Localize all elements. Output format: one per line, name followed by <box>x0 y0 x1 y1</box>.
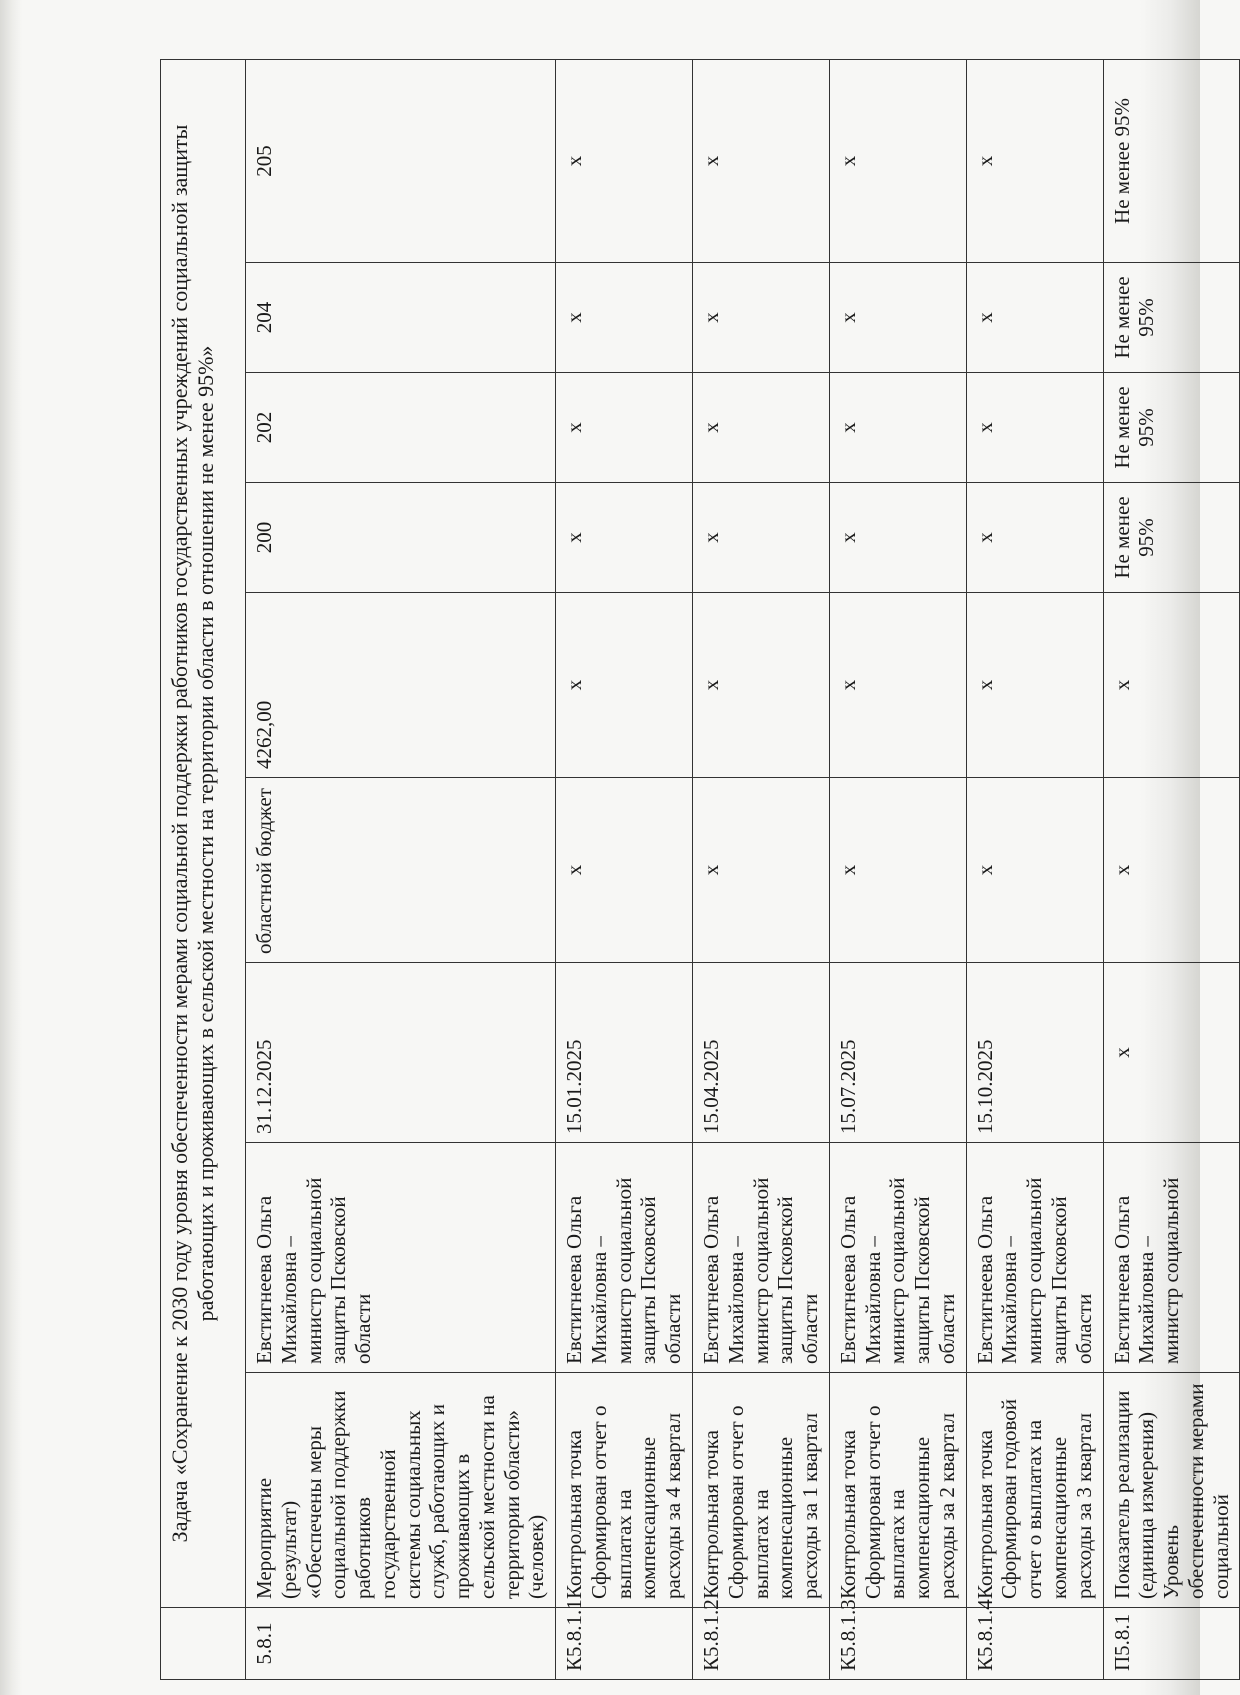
row-value-204: x <box>556 263 693 373</box>
row-amount: x <box>829 593 966 778</box>
row-amount: 4262,00 <box>246 593 556 778</box>
task-row <box>161 59 246 1679</box>
row-responsible: Евстигнеева Ольга Михайловна – министр социальной <box>1103 1143 1240 1373</box>
row-value-204: Не менее 95% <box>1103 263 1240 373</box>
table-row <box>693 59 830 1679</box>
row-source: x <box>1103 778 1240 963</box>
row-value-202: 202 <box>246 373 556 483</box>
row-value-205: Не менее 95% <box>1103 59 1240 262</box>
row-name: Контрольная точка Сформирован отчет о выплатах на компенсационные расходы за 2 квартал <box>829 1373 966 1608</box>
row-responsible: Евстигнеева Ольга Михайловна – министр социальной защиты Псковской области <box>246 1143 556 1373</box>
scan-edge-left <box>0 0 22 1695</box>
table-row <box>966 59 1103 1679</box>
row-value-202: x <box>829 373 966 483</box>
row-value-200: Не менее 95% <box>1103 483 1240 593</box>
row-source: областной бюджет <box>246 778 556 963</box>
row-name: Мероприятие (результат) «Обеспечены меры социальной поддержки работников государственной системы социальных служб, работающих и проживающих в сельской местности на территории области» (человек) <box>246 1373 556 1608</box>
row-value-204: x <box>693 263 830 373</box>
table-row <box>246 59 556 1679</box>
row-value-202: Не менее 95% <box>1103 373 1240 483</box>
table-row <box>1103 59 1240 1679</box>
row-value-205: x <box>966 59 1103 262</box>
table-row <box>829 59 966 1679</box>
row-responsible: Евстигнеева Ольга Михайловна – министр социальной защиты Псковской области <box>556 1143 693 1373</box>
row-name: Контрольная точка Сформирован годовой отчет о выплатах на компенсационные расходы за 3 квартал <box>966 1373 1103 1608</box>
row-code: К5.8.1.1 <box>556 1608 693 1680</box>
row-value-200: 200 <box>246 483 556 593</box>
row-code: П5.8.1 <box>1103 1608 1240 1680</box>
row-responsible: Евстигнеева Ольга Михайловна – министр социальной защиты Псковской области <box>693 1143 830 1373</box>
row-value-200: x <box>693 483 830 593</box>
row-date: x <box>1103 963 1240 1143</box>
task-title: Задача «Сохранение к 2030 году уровня обеспеченности мерами социальной поддержки работников государственных учреждений социальной защиты работающих и проживающих в сельской местности на территории области в отношении не менее 95%» <box>161 59 246 1607</box>
row-source: x <box>693 778 830 963</box>
row-source: x <box>829 778 966 963</box>
row-responsible: Евстигнеева Ольга Михайловна – министр социальной защиты Псковской области <box>829 1143 966 1373</box>
row-date: 15.04.2025 <box>693 963 830 1143</box>
row-value-204: 204 <box>246 263 556 373</box>
row-name: Контрольная точка Сформирован отчет о выплатах на компенсационные расходы за 1 квартал <box>693 1373 830 1608</box>
row-amount: x <box>966 593 1103 778</box>
rotated-page <box>160 20 1233 1680</box>
row-amount: x <box>693 593 830 778</box>
row-value-200: x <box>966 483 1103 593</box>
row-date: 15.07.2025 <box>829 963 966 1143</box>
row-date: 15.01.2025 <box>556 963 693 1143</box>
row-value-205: x <box>829 59 966 262</box>
row-value-205: x <box>556 59 693 262</box>
row-value-202: x <box>693 373 830 483</box>
row-value-200: x <box>829 483 966 593</box>
row-value-205: x <box>693 59 830 262</box>
row-code: 5.8.1 <box>246 1608 556 1680</box>
row-source: x <box>966 778 1103 963</box>
row-code: К5.8.1.4 <box>966 1608 1103 1680</box>
table-row <box>556 59 693 1679</box>
row-value-202: x <box>556 373 693 483</box>
activity-table <box>160 59 1240 1680</box>
row-date: 31.12.2025 <box>246 963 556 1143</box>
row-date: 15.10.2025 <box>966 963 1103 1143</box>
row-code: К5.8.1.3 <box>829 1608 966 1680</box>
row-source: x <box>556 778 693 963</box>
task-spacer-cell <box>161 1608 246 1680</box>
row-amount: x <box>556 593 693 778</box>
row-responsible: Евстигнеева Ольга Михайловна – министр социальной защиты Псковской области <box>966 1143 1103 1373</box>
row-value-205: 205 <box>246 59 556 262</box>
row-amount: x <box>1103 593 1240 778</box>
row-name: Показатель реализации (единица измерения) Уровень обеспеченности мерами социальной <box>1103 1373 1240 1608</box>
row-value-204: x <box>829 263 966 373</box>
row-code: К5.8.1.2 <box>693 1608 830 1680</box>
row-value-204: x <box>966 263 1103 373</box>
row-name: Контрольная точка Сформирован отчет о выплатах на компенсационные расходы за 4 квартал <box>556 1373 693 1608</box>
row-value-200: x <box>556 483 693 593</box>
row-value-202: x <box>966 373 1103 483</box>
